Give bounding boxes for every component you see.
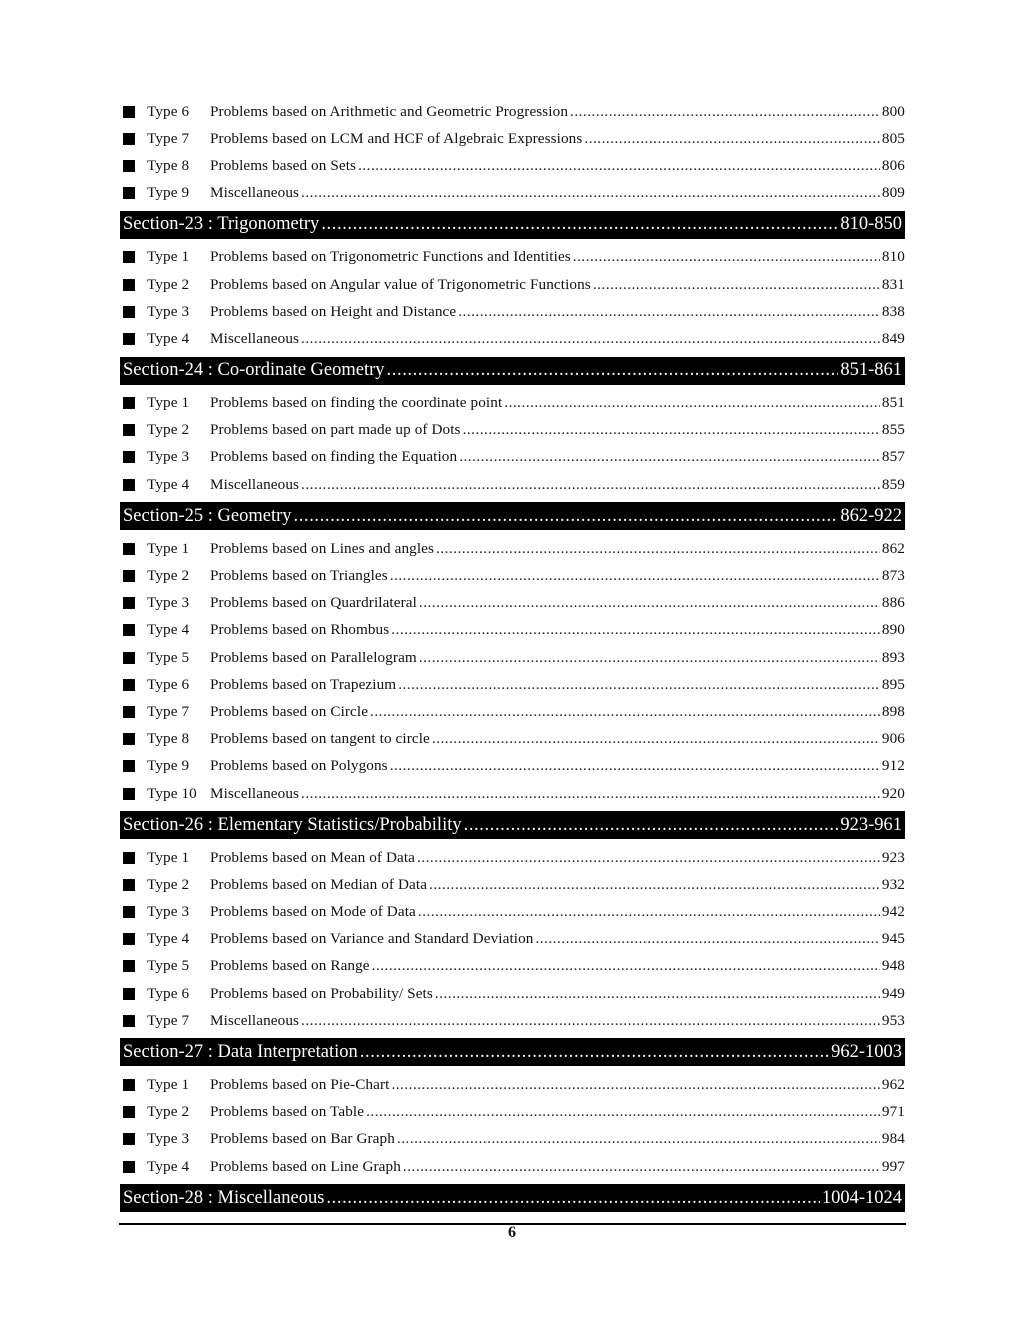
- entry-title: Problems based on Variance and Standard Deviation: [210, 930, 534, 948]
- section-header: [120, 502, 905, 530]
- entry-title: Problems based on Trigonometric Functions and Identities: [210, 248, 571, 266]
- entry-page-number: 923: [881, 848, 905, 866]
- type-label: Type 8: [147, 730, 190, 748]
- dot-leader: [432, 730, 880, 748]
- toc-entry: [120, 871, 905, 898]
- dot-leader: [391, 621, 880, 639]
- square-bullet-icon: [123, 424, 135, 436]
- square-bullet-icon: [123, 251, 135, 263]
- section-title: Section-28 : Miscellaneous: [123, 1187, 325, 1208]
- toc-entry: [120, 325, 905, 352]
- entry-title: Problems based on Sets: [210, 156, 357, 174]
- page-number: 6: [508, 1224, 516, 1241]
- square-bullet-icon: [123, 733, 135, 745]
- section-header: [120, 211, 905, 239]
- entry-page-number: 942: [881, 903, 905, 921]
- entry-title: Problems based on Parallelogram: [210, 648, 417, 666]
- toc-entry: [120, 698, 905, 725]
- toc-entry: [120, 753, 905, 780]
- entry-page-number: 932: [881, 875, 905, 893]
- entry-title: Problems based on LCM and HCF of Algebraic Expressions: [210, 129, 583, 147]
- toc-entry: [120, 471, 905, 498]
- dot-leader: [326, 1188, 819, 1209]
- section-page-range: 923-961: [840, 814, 902, 835]
- entry-page-number: 984: [881, 1130, 905, 1148]
- entry-title: Problems based on Probability/ Sets: [210, 984, 433, 1002]
- toc-entry: [120, 390, 905, 417]
- entry-title: Miscellaneous: [210, 475, 300, 493]
- toc-entry: [120, 1153, 905, 1180]
- square-bullet-icon: [123, 624, 135, 636]
- type-label: Type 6: [147, 675, 190, 693]
- table-of-contents: [120, 98, 905, 1217]
- toc-entry: [120, 1099, 905, 1126]
- dot-leader: [435, 985, 880, 1003]
- entry-page-number: 849: [881, 329, 905, 347]
- entry-title: Problems based on Circle: [210, 702, 369, 720]
- entry-page-number: 855: [881, 421, 905, 439]
- type-label: Type 1: [147, 394, 190, 412]
- toc-entry: [120, 417, 905, 444]
- type-label: Type 10: [147, 784, 197, 802]
- toc-entry: [120, 125, 905, 152]
- section-header: [120, 1038, 905, 1066]
- type-label: Type 5: [147, 648, 190, 666]
- type-label: Type 4: [147, 329, 190, 347]
- entry-title: Problems based on Line Graph: [210, 1157, 401, 1175]
- type-label: Type 6: [147, 984, 190, 1002]
- entry-page-number: 851: [881, 394, 905, 412]
- dot-leader: [301, 184, 880, 202]
- section-title: Section-26 : Elementary Statistics/Probability: [123, 814, 462, 835]
- square-bullet-icon: [123, 306, 135, 318]
- section-page-range: 810-850: [840, 214, 902, 235]
- dot-leader: [403, 1158, 880, 1176]
- type-label: Type 9: [147, 184, 190, 202]
- type-label: Type 3: [147, 594, 190, 612]
- square-bullet-icon: [123, 1079, 135, 1091]
- square-bullet-icon: [123, 479, 135, 491]
- type-label: Type 3: [147, 448, 190, 466]
- square-bullet-icon: [123, 333, 135, 345]
- entry-title: Problems based on Polygons: [210, 757, 388, 775]
- entry-page-number: 971: [881, 1103, 905, 1121]
- toc-entry: [120, 244, 905, 271]
- square-bullet-icon: [123, 960, 135, 972]
- entry-page-number: 895: [881, 675, 905, 693]
- entry-title: Problems based on part made up of Dots: [210, 421, 461, 439]
- type-label: Type 2: [147, 275, 190, 293]
- entry-title: Problems based on finding the Equation: [210, 448, 458, 466]
- entry-page-number: 857: [881, 448, 905, 466]
- entry-page-number: 962: [881, 1076, 905, 1094]
- type-label: Type 8: [147, 156, 190, 174]
- dot-leader: [360, 1042, 829, 1063]
- entry-page-number: 810: [881, 248, 905, 266]
- entry-page-number: 920: [881, 784, 905, 802]
- entry-page-number: 806: [881, 156, 905, 174]
- entry-title: Problems based on Lines and angles: [210, 539, 434, 557]
- toc-entry: [120, 980, 905, 1007]
- entry-page-number: 945: [881, 930, 905, 948]
- toc-entry: [120, 180, 905, 207]
- toc-entry: [120, 535, 905, 562]
- dot-leader: [358, 157, 880, 175]
- type-label: Type 2: [147, 421, 190, 439]
- square-bullet-icon: [123, 852, 135, 864]
- entry-page-number: 953: [881, 1011, 905, 1029]
- dot-leader: [419, 594, 880, 612]
- section-header: [120, 357, 905, 385]
- type-label: Type 2: [147, 567, 190, 585]
- toc-entry: [120, 844, 905, 871]
- toc-entry: [120, 98, 905, 125]
- type-label: Type 1: [147, 1076, 190, 1094]
- type-label: Type 4: [147, 930, 190, 948]
- square-bullet-icon: [123, 652, 135, 664]
- entry-title: Problems based on Mean of Data: [210, 848, 416, 866]
- dot-leader: [419, 649, 880, 667]
- type-label: Type 9: [147, 757, 190, 775]
- toc-entry: [120, 562, 905, 589]
- dot-leader: [301, 785, 880, 803]
- section-page-range: 851-861: [840, 360, 902, 380]
- section-page-range: 1004-1024: [821, 1187, 902, 1208]
- dot-leader: [570, 103, 880, 121]
- type-label: Type 7: [147, 129, 190, 147]
- entry-title: Problems based on Angular value of Trigonometric Functions: [210, 275, 591, 293]
- entry-page-number: 997: [881, 1157, 905, 1175]
- dot-leader: [301, 1012, 880, 1030]
- section-header: [120, 1184, 905, 1212]
- toc-entry: [120, 152, 905, 179]
- square-bullet-icon: [123, 160, 135, 172]
- type-label: Type 1: [147, 848, 190, 866]
- toc-entry: [120, 644, 905, 671]
- dot-leader: [390, 757, 880, 775]
- square-bullet-icon: [123, 106, 135, 118]
- toc-entry: [120, 899, 905, 926]
- dot-leader: [372, 957, 880, 975]
- entry-title: Problems based on Trapezium: [210, 675, 397, 693]
- entry-page-number: 838: [881, 302, 905, 320]
- toc-entry: [120, 617, 905, 644]
- dot-leader: [535, 930, 879, 948]
- dot-leader: [398, 676, 880, 694]
- type-label: Type 1: [147, 248, 190, 266]
- entry-page-number: 805: [881, 129, 905, 147]
- dot-leader: [584, 130, 880, 148]
- entry-page-number: 809: [881, 184, 905, 202]
- dot-leader: [391, 1076, 879, 1094]
- entry-title: Problems based on Pie-Chart: [210, 1076, 390, 1094]
- square-bullet-icon: [123, 570, 135, 582]
- dot-leader: [301, 476, 880, 494]
- toc-entry: [120, 1071, 905, 1098]
- toc-entry: [120, 298, 905, 325]
- entry-title: Problems based on finding the coordinate point: [210, 394, 503, 412]
- entry-title: Problems based on Range: [210, 957, 370, 975]
- entry-title: Problems based on Rhombus: [210, 621, 390, 639]
- entry-page-number: 890: [881, 621, 905, 639]
- section-page-range: 862-922: [840, 505, 902, 526]
- section-title: Section-25 : Geometry: [123, 505, 292, 526]
- dot-leader: [458, 303, 880, 321]
- entry-title: Problems based on tangent to circle: [210, 730, 430, 748]
- square-bullet-icon: [123, 879, 135, 891]
- toc-entry: [120, 1126, 905, 1153]
- entry-title: Problems based on Triangles: [210, 567, 388, 585]
- square-bullet-icon: [123, 187, 135, 199]
- entry-title: Problems based on Median of Data: [210, 875, 428, 893]
- entry-title: Problems based on Arithmetic and Geometric Progression: [210, 102, 569, 120]
- square-bullet-icon: [123, 788, 135, 800]
- entry-page-number: 893: [881, 648, 905, 666]
- square-bullet-icon: [123, 1161, 135, 1173]
- type-label: Type 5: [147, 957, 190, 975]
- dot-leader: [417, 849, 880, 867]
- square-bullet-icon: [123, 279, 135, 291]
- toc-entry: [120, 271, 905, 298]
- dot-leader: [321, 214, 838, 235]
- entry-title: Problems based on Table: [210, 1103, 365, 1121]
- type-label: Type 3: [147, 302, 190, 320]
- square-bullet-icon: [123, 1015, 135, 1027]
- type-label: Type 4: [147, 475, 190, 493]
- dot-leader: [593, 276, 880, 294]
- square-bullet-icon: [123, 988, 135, 1000]
- section-title: Section-24 : Co-ordinate Geometry: [123, 360, 385, 380]
- square-bullet-icon: [123, 679, 135, 691]
- type-label: Type 3: [147, 1130, 190, 1148]
- toc-entry: [120, 953, 905, 980]
- type-label: Type 2: [147, 875, 190, 893]
- square-bullet-icon: [123, 1133, 135, 1145]
- entry-page-number: 873: [881, 567, 905, 585]
- entry-title: Miscellaneous: [210, 784, 300, 802]
- entry-page-number: 859: [881, 475, 905, 493]
- square-bullet-icon: [123, 543, 135, 555]
- toc-entry: [120, 1007, 905, 1034]
- section-page-range: 962-1003: [831, 1041, 902, 1062]
- toc-entry: [120, 444, 905, 471]
- entry-page-number: 831: [881, 275, 905, 293]
- dot-leader: [436, 540, 880, 558]
- entry-title: Problems based on Height and Distance: [210, 302, 457, 320]
- square-bullet-icon: [123, 397, 135, 409]
- section-title: Section-23 : Trigonometry: [123, 214, 320, 235]
- entry-page-number: 949: [881, 984, 905, 1002]
- square-bullet-icon: [123, 933, 135, 945]
- entry-title: Miscellaneous: [210, 1011, 300, 1029]
- dot-leader: [387, 360, 839, 381]
- square-bullet-icon: [123, 1106, 135, 1118]
- dot-leader: [390, 567, 880, 585]
- square-bullet-icon: [123, 706, 135, 718]
- type-label: Type 4: [147, 1157, 190, 1175]
- entry-title: Problems based on Quardrilateral: [210, 594, 417, 612]
- section-title: Section-27 : Data Interpretation: [123, 1041, 358, 1062]
- entry-title: Problems based on Mode of Data: [210, 903, 416, 921]
- entry-page-number: 912: [881, 757, 905, 775]
- square-bullet-icon: [123, 597, 135, 609]
- type-label: Type 7: [147, 1011, 190, 1029]
- dot-leader: [573, 248, 880, 266]
- dot-leader: [301, 330, 880, 348]
- entry-page-number: 948: [881, 957, 905, 975]
- dot-leader: [459, 448, 880, 466]
- type-label: Type 7: [147, 702, 190, 720]
- dot-leader: [294, 506, 839, 527]
- square-bullet-icon: [123, 906, 135, 918]
- toc-entry: [120, 780, 905, 807]
- type-label: Type 3: [147, 903, 190, 921]
- dot-leader: [463, 421, 880, 439]
- entry-title: Miscellaneous: [210, 184, 300, 202]
- entry-title: Miscellaneous: [210, 329, 300, 347]
- entry-page-number: 898: [881, 702, 905, 720]
- type-label: Type 1: [147, 539, 190, 557]
- square-bullet-icon: [123, 760, 135, 772]
- entry-page-number: 886: [881, 594, 905, 612]
- dot-leader: [429, 876, 880, 894]
- type-label: Type 4: [147, 621, 190, 639]
- square-bullet-icon: [123, 451, 135, 463]
- entry-page-number: 800: [881, 102, 905, 120]
- toc-entry: [120, 926, 905, 953]
- entry-page-number: 906: [881, 730, 905, 748]
- entry-title: Problems based on Bar Graph: [210, 1130, 395, 1148]
- type-label: Type 6: [147, 102, 190, 120]
- type-label: Type 2: [147, 1103, 190, 1121]
- dot-leader: [464, 815, 839, 836]
- dot-leader: [370, 703, 880, 721]
- entry-page-number: 862: [881, 539, 905, 557]
- dot-leader: [397, 1130, 880, 1148]
- dot-leader: [504, 394, 880, 412]
- square-bullet-icon: [123, 133, 135, 145]
- dot-leader: [418, 903, 880, 921]
- toc-entry: [120, 590, 905, 617]
- toc-entry: [120, 726, 905, 753]
- dot-leader: [366, 1103, 880, 1121]
- section-header: [120, 811, 905, 839]
- toc-entry: [120, 671, 905, 698]
